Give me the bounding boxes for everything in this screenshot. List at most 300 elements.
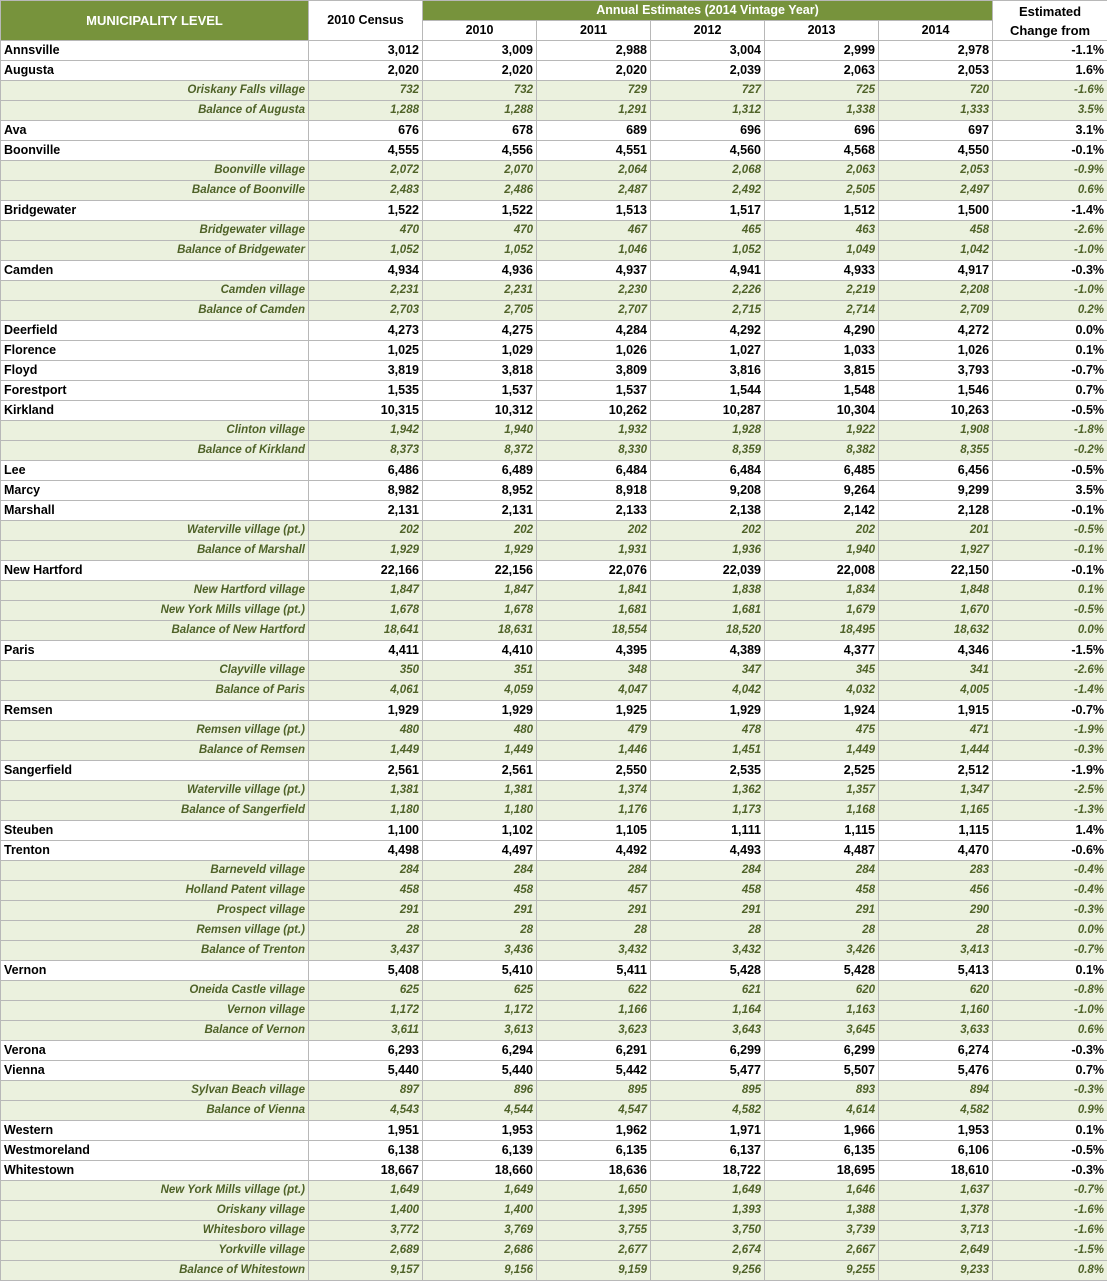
municipality-name: New Hartford village <box>1 581 309 601</box>
estimate-value: 8,359 <box>651 441 765 461</box>
estimated-change-value: -1.5% <box>993 641 1107 661</box>
estimate-value: 2,988 <box>537 41 651 61</box>
estimate-value: 1,838 <box>651 581 765 601</box>
estimate-value: 9,156 <box>423 1261 537 1281</box>
estimate-value: 1,033 <box>765 341 879 361</box>
municipality-name: Camden village <box>1 281 309 301</box>
estimate-value: 6,299 <box>765 1041 879 1061</box>
census-2010-value: 1,180 <box>309 801 423 821</box>
estimate-value: 1,291 <box>537 101 651 121</box>
estimate-value: 1,027 <box>651 341 765 361</box>
estimated-change-value: -1.9% <box>993 761 1107 781</box>
estimate-value: 283 <box>879 861 993 881</box>
estimate-value: 201 <box>879 521 993 541</box>
estimated-change-value: -0.5% <box>993 521 1107 541</box>
estimated-change-value: 0.7% <box>993 1061 1107 1081</box>
estimated-change-value: 0.1% <box>993 961 1107 981</box>
estimate-value: 1,922 <box>765 421 879 441</box>
estimated-change-value: -0.5% <box>993 601 1107 621</box>
estimate-value: 4,582 <box>651 1101 765 1121</box>
census-2010-value: 4,061 <box>309 681 423 701</box>
estimate-value: 894 <box>879 1081 993 1101</box>
estimate-value: 1,962 <box>537 1121 651 1141</box>
estimate-value: 3,643 <box>651 1021 765 1041</box>
municipality-row <box>1 761 1107 781</box>
municipality-name: Vienna <box>1 1061 309 1081</box>
estimate-value: 18,722 <box>651 1161 765 1181</box>
estimated-change-value: -0.3% <box>993 741 1107 761</box>
estimate-value: 2,142 <box>765 501 879 521</box>
municipality-row <box>1 1161 1107 1181</box>
estimate-value: 689 <box>537 121 651 141</box>
estimate-value: 4,389 <box>651 641 765 661</box>
census-2010-value: 1,172 <box>309 1001 423 1021</box>
estimate-value: 4,544 <box>423 1101 537 1121</box>
estimate-value: 10,287 <box>651 401 765 421</box>
sub-municipality-row <box>1 281 1107 301</box>
estimate-value: 2,561 <box>423 761 537 781</box>
estimate-value: 1,105 <box>537 821 651 841</box>
municipality-level-header: MUNICIPALITY LEVEL <box>1 1 309 41</box>
estimate-value: 1,649 <box>651 1181 765 1201</box>
estimate-value: 457 <box>537 881 651 901</box>
estimate-value: 1,650 <box>537 1181 651 1201</box>
municipality-name: Florence <box>1 341 309 361</box>
municipality-name: Balance of Marshall <box>1 541 309 561</box>
estimate-value: 1,848 <box>879 581 993 601</box>
census-2010-value: 3,437 <box>309 941 423 961</box>
year-header: 2011 <box>537 21 651 41</box>
estimate-value: 1,927 <box>879 541 993 561</box>
estimate-value: 202 <box>651 521 765 541</box>
estimate-value: 1,381 <box>423 781 537 801</box>
sub-municipality-row <box>1 1001 1107 1021</box>
estimated-change-value: -1.4% <box>993 201 1107 221</box>
estimate-value: 291 <box>537 901 651 921</box>
estimate-value: 5,428 <box>651 961 765 981</box>
municipality-name: Ava <box>1 121 309 141</box>
estimate-value: 1,834 <box>765 581 879 601</box>
census-2010-value: 202 <box>309 521 423 541</box>
estimate-value: 4,292 <box>651 321 765 341</box>
estimated-change-value: -1.1% <box>993 41 1107 61</box>
estimate-value: 1,928 <box>651 421 765 441</box>
estimate-value: 6,106 <box>879 1141 993 1161</box>
municipality-row <box>1 261 1107 281</box>
municipality-row <box>1 821 1107 841</box>
estimate-value: 1,176 <box>537 801 651 821</box>
estimate-value: 18,495 <box>765 621 879 641</box>
census-2010-value: 2,131 <box>309 501 423 521</box>
estimated-change-value: -0.3% <box>993 901 1107 921</box>
municipality-name: Balance of Kirkland <box>1 441 309 461</box>
census-2010-value: 1,649 <box>309 1181 423 1201</box>
estimate-value: 9,255 <box>765 1261 879 1281</box>
sub-municipality-row <box>1 881 1107 901</box>
estimate-value: 28 <box>651 921 765 941</box>
estimate-value: 478 <box>651 721 765 741</box>
annual-estimates-header: Annual Estimates (2014 Vintage Year) <box>423 1 993 21</box>
estimate-value: 480 <box>423 721 537 741</box>
municipality-name: Remsen village (pt.) <box>1 921 309 941</box>
estimated-change-value: -1.6% <box>993 1201 1107 1221</box>
estimate-value: 1,042 <box>879 241 993 261</box>
estimated-change-value: -1.9% <box>993 721 1107 741</box>
estimate-value: 2,138 <box>651 501 765 521</box>
year-header: 2010 <box>423 21 537 41</box>
municipality-name: Bridgewater village <box>1 221 309 241</box>
municipality-row <box>1 1041 1107 1061</box>
census-2010-value: 897 <box>309 1081 423 1101</box>
census-2010-value: 458 <box>309 881 423 901</box>
estimate-value: 1,953 <box>879 1121 993 1141</box>
estimate-value: 1,347 <box>879 781 993 801</box>
estimate-value: 6,135 <box>765 1141 879 1161</box>
estimated-change-value: -0.4% <box>993 881 1107 901</box>
municipality-row <box>1 201 1107 221</box>
sub-municipality-row <box>1 1181 1107 1201</box>
municipality-row <box>1 701 1107 721</box>
estimate-value: 4,290 <box>765 321 879 341</box>
municipality-name: Balance of Vienna <box>1 1101 309 1121</box>
sub-municipality-row <box>1 1221 1107 1241</box>
estimate-value: 10,262 <box>537 401 651 421</box>
estimate-value: 458 <box>651 881 765 901</box>
estimated-change-value: 0.1% <box>993 341 1107 361</box>
estimate-value: 5,411 <box>537 961 651 981</box>
estimate-value: 3,004 <box>651 41 765 61</box>
census-2010-value: 6,293 <box>309 1041 423 1061</box>
estimated-change-value: -0.5% <box>993 1141 1107 1161</box>
estimate-value: 1,500 <box>879 201 993 221</box>
estimate-value: 2,714 <box>765 301 879 321</box>
estimate-value: 2,686 <box>423 1241 537 1261</box>
census-2010-value: 4,543 <box>309 1101 423 1121</box>
estimate-value: 4,936 <box>423 261 537 281</box>
estimate-value: 1,052 <box>423 241 537 261</box>
estimate-value: 1,115 <box>879 821 993 841</box>
sub-municipality-row <box>1 541 1107 561</box>
estimate-value: 1,931 <box>537 541 651 561</box>
census-2010-value: 1,951 <box>309 1121 423 1141</box>
sub-municipality-row <box>1 581 1107 601</box>
municipality-name: Balance of Vernon <box>1 1021 309 1041</box>
estimate-value: 1,966 <box>765 1121 879 1141</box>
estimated-change-value: -0.1% <box>993 541 1107 561</box>
municipality-name: Balance of Augusta <box>1 101 309 121</box>
municipality-name: Sylvan Beach village <box>1 1081 309 1101</box>
estimate-value: 4,377 <box>765 641 879 661</box>
estimate-value: 4,933 <box>765 261 879 281</box>
estimate-value: 2,133 <box>537 501 651 521</box>
estimate-value: 3,815 <box>765 361 879 381</box>
estimated-change-value: -0.1% <box>993 501 1107 521</box>
sub-municipality-row <box>1 101 1107 121</box>
census-2010-value: 2,020 <box>309 61 423 81</box>
estimated-change-value: 3.5% <box>993 481 1107 501</box>
estimate-value: 696 <box>651 121 765 141</box>
estimated-change-value: -1.4% <box>993 681 1107 701</box>
estimate-value: 3,809 <box>537 361 651 381</box>
estimated-change-value: -0.3% <box>993 261 1107 281</box>
estimated-change-value: -0.7% <box>993 361 1107 381</box>
municipality-name: Yorkville village <box>1 1241 309 1261</box>
estimate-value: 2,707 <box>537 301 651 321</box>
census-2010-value: 8,982 <box>309 481 423 501</box>
estimate-value: 2,131 <box>423 501 537 521</box>
municipality-name: Deerfield <box>1 321 309 341</box>
census-2010-value: 470 <box>309 221 423 241</box>
census-2010-value: 1,449 <box>309 741 423 761</box>
estimate-value: 4,568 <box>765 141 879 161</box>
estimate-value: 3,436 <box>423 941 537 961</box>
census-2010-value: 4,411 <box>309 641 423 661</box>
estimate-value: 8,952 <box>423 481 537 501</box>
municipality-row <box>1 121 1107 141</box>
municipality-name: Waterville village (pt.) <box>1 521 309 541</box>
census-2010-value: 4,273 <box>309 321 423 341</box>
municipality-row <box>1 641 1107 661</box>
estimate-value: 4,551 <box>537 141 651 161</box>
estimate-value: 284 <box>651 861 765 881</box>
estimate-value: 1,166 <box>537 1001 651 1021</box>
sub-municipality-row <box>1 981 1107 1001</box>
estimate-value: 1,929 <box>423 701 537 721</box>
municipality-name: Prospect village <box>1 901 309 921</box>
estimate-value: 3,432 <box>537 941 651 961</box>
estimate-value: 22,076 <box>537 561 651 581</box>
estimate-value: 3,009 <box>423 41 537 61</box>
estimate-value: 2,064 <box>537 161 651 181</box>
sub-municipality-row <box>1 81 1107 101</box>
estimate-value: 3,613 <box>423 1021 537 1041</box>
estimate-value: 22,156 <box>423 561 537 581</box>
municipality-name: Lee <box>1 461 309 481</box>
estimate-value: 4,917 <box>879 261 993 281</box>
estimate-value: 1,288 <box>423 101 537 121</box>
sub-municipality-row <box>1 181 1107 201</box>
estimate-value: 4,395 <box>537 641 651 661</box>
estimate-value: 2,020 <box>423 61 537 81</box>
municipality-name: Paris <box>1 641 309 661</box>
estimate-value: 463 <box>765 221 879 241</box>
estimate-value: 1,537 <box>423 381 537 401</box>
census-2010-value: 4,555 <box>309 141 423 161</box>
estimate-value: 2,525 <box>765 761 879 781</box>
census-2010-value: 1,942 <box>309 421 423 441</box>
municipality-row <box>1 481 1107 501</box>
estimate-value: 2,053 <box>879 61 993 81</box>
sub-municipality-row <box>1 721 1107 741</box>
estimate-value: 622 <box>537 981 651 1001</box>
estimate-value: 3,426 <box>765 941 879 961</box>
estimate-value: 284 <box>423 861 537 881</box>
estimate-value: 2,487 <box>537 181 651 201</box>
sub-municipality-row <box>1 681 1107 701</box>
estimate-value: 2,039 <box>651 61 765 81</box>
estimate-value: 2,705 <box>423 301 537 321</box>
estimate-value: 8,382 <box>765 441 879 461</box>
estimate-value: 18,520 <box>651 621 765 641</box>
estimated-change-value: 0.2% <box>993 301 1107 321</box>
estimate-value: 620 <box>765 981 879 1001</box>
estimate-value: 727 <box>651 81 765 101</box>
estimate-value: 458 <box>765 881 879 901</box>
census-2010-value: 1,052 <box>309 241 423 261</box>
estimate-value: 2,070 <box>423 161 537 181</box>
estimate-value: 2,128 <box>879 501 993 521</box>
census-2010-value: 18,641 <box>309 621 423 641</box>
sub-municipality-row <box>1 301 1107 321</box>
estimate-value: 28 <box>537 921 651 941</box>
census-2010-value: 9,157 <box>309 1261 423 1281</box>
estimated-change-value: -1.5% <box>993 1241 1107 1261</box>
estimate-value: 456 <box>879 881 993 901</box>
estimated-change-value: -1.6% <box>993 81 1107 101</box>
estimate-value: 2,063 <box>765 61 879 81</box>
municipality-name: Clinton village <box>1 421 309 441</box>
estimate-value: 8,372 <box>423 441 537 461</box>
estimate-value: 5,428 <box>765 961 879 981</box>
estimate-value: 1,940 <box>423 421 537 441</box>
table-header <box>1 1 1107 41</box>
estimate-value: 1,908 <box>879 421 993 441</box>
estimate-value: 2,649 <box>879 1241 993 1261</box>
municipality-row <box>1 61 1107 81</box>
sub-municipality-row <box>1 941 1107 961</box>
estimated-change-value: -1.0% <box>993 241 1107 261</box>
estimate-value: 3,645 <box>765 1021 879 1041</box>
estimate-value: 1,163 <box>765 1001 879 1021</box>
estimate-value: 18,660 <box>423 1161 537 1181</box>
census-2010-value: 18,667 <box>309 1161 423 1181</box>
municipality-row <box>1 381 1107 401</box>
estimated-change-value: -0.7% <box>993 1181 1107 1201</box>
estimate-value: 1,841 <box>537 581 651 601</box>
estimate-value: 4,032 <box>765 681 879 701</box>
estimate-value: 1,338 <box>765 101 879 121</box>
estimate-value: 893 <box>765 1081 879 1101</box>
estimate-value: 479 <box>537 721 651 741</box>
estimate-value: 202 <box>765 521 879 541</box>
estimate-value: 1,971 <box>651 1121 765 1141</box>
estimate-value: 9,208 <box>651 481 765 501</box>
municipality-row <box>1 361 1107 381</box>
estimate-value: 4,042 <box>651 681 765 701</box>
sub-municipality-row <box>1 1101 1107 1121</box>
estimated-change-value: 0.7% <box>993 381 1107 401</box>
estimated-change-value: 0.0% <box>993 921 1107 941</box>
census-2010-value: 8,373 <box>309 441 423 461</box>
municipality-row <box>1 401 1107 421</box>
estimate-value: 2,978 <box>879 41 993 61</box>
estimate-value: 5,507 <box>765 1061 879 1081</box>
estimate-value: 1,936 <box>651 541 765 561</box>
estimate-value: 2,486 <box>423 181 537 201</box>
estimate-value: 1,115 <box>765 821 879 841</box>
estimate-value: 1,378 <box>879 1201 993 1221</box>
sub-municipality-row <box>1 601 1107 621</box>
municipality-name: Vernon village <box>1 1001 309 1021</box>
municipality-name: Marshall <box>1 501 309 521</box>
estimated-change-value: -0.6% <box>993 841 1107 861</box>
municipality-name: Floyd <box>1 361 309 381</box>
estimate-value: 348 <box>537 661 651 681</box>
estimate-value: 3,739 <box>765 1221 879 1241</box>
estimate-value: 2,505 <box>765 181 879 201</box>
estimate-value: 10,312 <box>423 401 537 421</box>
estimate-value: 1,925 <box>537 701 651 721</box>
estimate-value: 1,102 <box>423 821 537 841</box>
estimate-value: 6,139 <box>423 1141 537 1161</box>
estimate-value: 1,679 <box>765 601 879 621</box>
estimate-value: 1,451 <box>651 741 765 761</box>
estimate-value: 1,449 <box>423 741 537 761</box>
estimate-value: 351 <box>423 661 537 681</box>
estimate-value: 291 <box>765 901 879 921</box>
estimated-change-value: 0.1% <box>993 1121 1107 1141</box>
estimate-value: 1,374 <box>537 781 651 801</box>
estimate-value: 467 <box>537 221 651 241</box>
estimate-value: 2,709 <box>879 301 993 321</box>
estimate-value: 290 <box>879 901 993 921</box>
estimated-change-value: 0.6% <box>993 1021 1107 1041</box>
census-2010-value: 2,703 <box>309 301 423 321</box>
municipality-name: Whitestown <box>1 1161 309 1181</box>
census-2010-value: 284 <box>309 861 423 881</box>
sub-municipality-row <box>1 161 1107 181</box>
estimate-value: 5,442 <box>537 1061 651 1081</box>
estimate-value: 22,008 <box>765 561 879 581</box>
estimate-value: 2,219 <box>765 281 879 301</box>
municipality-name: New York Mills village (pt.) <box>1 1181 309 1201</box>
estimate-value: 1,160 <box>879 1001 993 1021</box>
census-2010-value: 4,934 <box>309 261 423 281</box>
municipality-name: Camden <box>1 261 309 281</box>
estimate-value: 1,362 <box>651 781 765 801</box>
municipality-name: Sangerfield <box>1 761 309 781</box>
estimated-change-value: -0.5% <box>993 461 1107 481</box>
census-2010-value: 1,847 <box>309 581 423 601</box>
estimate-value: 3,769 <box>423 1221 537 1241</box>
estimate-value: 18,610 <box>879 1161 993 1181</box>
estimate-value: 3,818 <box>423 361 537 381</box>
census-2010-value: 6,138 <box>309 1141 423 1161</box>
estimated-change-value: 1.4% <box>993 821 1107 841</box>
estimate-value: 6,291 <box>537 1041 651 1061</box>
estimate-value: 1,544 <box>651 381 765 401</box>
estimated-change-value: 0.0% <box>993 621 1107 641</box>
municipality-name: Balance of Sangerfield <box>1 801 309 821</box>
municipality-name: Boonville village <box>1 161 309 181</box>
census-2010-value: 6,486 <box>309 461 423 481</box>
estimate-value: 2,999 <box>765 41 879 61</box>
estimate-value: 18,632 <box>879 621 993 641</box>
estimate-value: 4,284 <box>537 321 651 341</box>
census-2010-header: 2010 Census <box>309 1 423 41</box>
estimate-value: 202 <box>423 521 537 541</box>
municipality-row <box>1 461 1107 481</box>
municipality-name: Vernon <box>1 961 309 981</box>
municipality-row <box>1 341 1107 361</box>
estimate-value: 1,026 <box>879 341 993 361</box>
municipality-name: Clayville village <box>1 661 309 681</box>
estimated-change-value: -0.1% <box>993 561 1107 581</box>
census-2010-value: 1,522 <box>309 201 423 221</box>
estimate-value: 291 <box>651 901 765 921</box>
estimate-value: 2,677 <box>537 1241 651 1261</box>
estimated-change-value: -0.1% <box>993 141 1107 161</box>
